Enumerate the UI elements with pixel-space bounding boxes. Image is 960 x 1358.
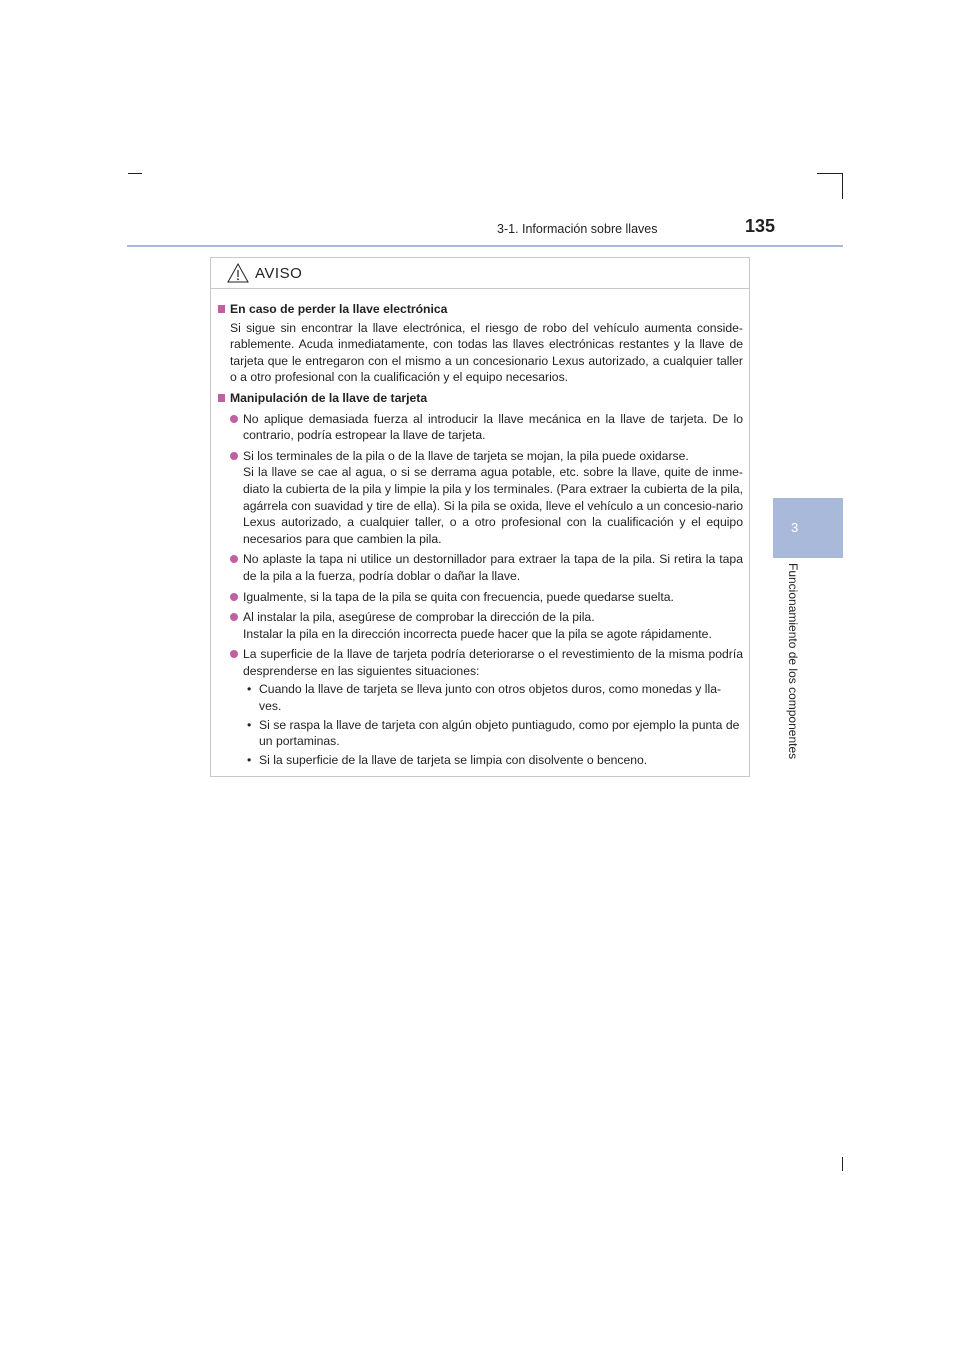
sub-list-item (247, 752, 743, 769)
section-title: 3-1. Información sobre llaves (497, 222, 658, 236)
warning-triangle-icon (227, 263, 249, 283)
bullet-text: La superficie de la llave de tarjeta podría deteriorarse o el revestimiento de la misma podría desprenderse en las siguientes situaciones: (243, 647, 743, 678)
sub-item-text: Si se raspa la llave de tarjeta con algún objeto puntiagudo, como por ejemplo la punta de un portaminas. (259, 717, 740, 749)
bullet-text: No aplaste la tapa ni utilice un destornillador para extraer la tapa de la pila. Si retira la tapa de la pila a la fuerza, podría doblar o dañar la llave. (243, 552, 743, 583)
sub-bullet-icon: • (247, 752, 252, 767)
section-heading (217, 301, 743, 318)
warning-box (210, 257, 750, 777)
bullet-text: Instalar la pila en la dirección incorrecta puede hacer que la pila se agote rápidamente. (243, 626, 712, 641)
circle-bullet-icon (230, 593, 238, 601)
list-item (230, 646, 743, 679)
section-heading (217, 390, 743, 407)
circle-bullet-icon (230, 555, 238, 563)
sub-item-text: Cuando la llave de tarjeta se lleva junto con otros objetos duros, como monedas y lla-ves. (259, 682, 722, 714)
circle-bullet-icon (230, 452, 238, 460)
circle-bullet-icon (230, 650, 238, 658)
bullet-text: Si los terminales de la pila o de la llave de tarjeta se mojan, la pila puede oxidarse. (243, 448, 689, 463)
crop-mark (817, 173, 843, 174)
chapter-tab (773, 498, 843, 558)
list-item (230, 448, 743, 548)
warning-body (211, 289, 749, 768)
warning-title: AVISO (255, 264, 303, 282)
chapter-tab-number: 3 (791, 520, 799, 535)
circle-bullet-icon (230, 415, 238, 423)
heading-text: En caso de perder la llave electrónica (230, 302, 448, 316)
list-item (230, 609, 743, 642)
paragraph: Si sigue sin encontrar la llave electrónica, el riesgo de robo del vehículo aumenta conside-rablemente. Acuda inmediatamente, con todas las llaves electrónicas restantes y la llave de tarjeta que le entregaron con el mismo a un concesionario Lexus autorizado, a cualquier taller o a otro profesional con la cualificación y el equipo necesarios. (230, 320, 743, 385)
list-item (230, 551, 743, 584)
list-item (230, 411, 743, 444)
crop-mark (128, 173, 142, 174)
sub-item-text: Si la superficie de la llave de tarjeta se limpia con disolvente o benceno. (259, 752, 648, 767)
sub-list-item (247, 681, 743, 714)
header-rule (127, 245, 843, 247)
square-bullet-icon (218, 394, 225, 402)
crop-mark (842, 1157, 843, 1171)
sub-bullet-icon: • (247, 717, 252, 732)
bullet-text: Si la llave se cae al agua, o si se derrama agua potable, etc. sobre la llave, quite de inme-diato la cubierta de la pila y limpie la pila y los terminales. (Para extraer la cubierta de la pila, agárrela con suavidad y tire de ella). Si la pila se oxida, lleve el vehículo a un concesio-nario Lexus autorizado, a cualquier taller, o a otro profesional con la cualificación y el equipo necesarios para que cambien la pila. (243, 465, 743, 546)
warning-header (211, 258, 749, 289)
circle-bullet-icon (230, 613, 238, 621)
chapter-label: Funcionamiento de los componentes (786, 563, 800, 760)
sub-list-item (247, 717, 743, 750)
list-item (230, 589, 743, 606)
crop-mark (842, 173, 843, 199)
heading-text: Manipulación de la llave de tarjeta (230, 390, 428, 405)
square-bullet-icon (218, 305, 225, 313)
bullet-text: Igualmente, si la tapa de la pila se quita con frecuencia, puede quedarse suelta. (243, 589, 674, 604)
sub-bullet-icon: • (247, 682, 252, 697)
bullet-text: Al instalar la pila, asegúrese de comprobar la dirección de la pila. (243, 610, 595, 625)
bullet-text: No aplique demasiada fuerza al introducir la llave mecánica en la llave de tarjeta. De lo contrario, podría estropear la llave de tarjeta. (243, 411, 743, 443)
page-number: 135 (745, 216, 776, 236)
